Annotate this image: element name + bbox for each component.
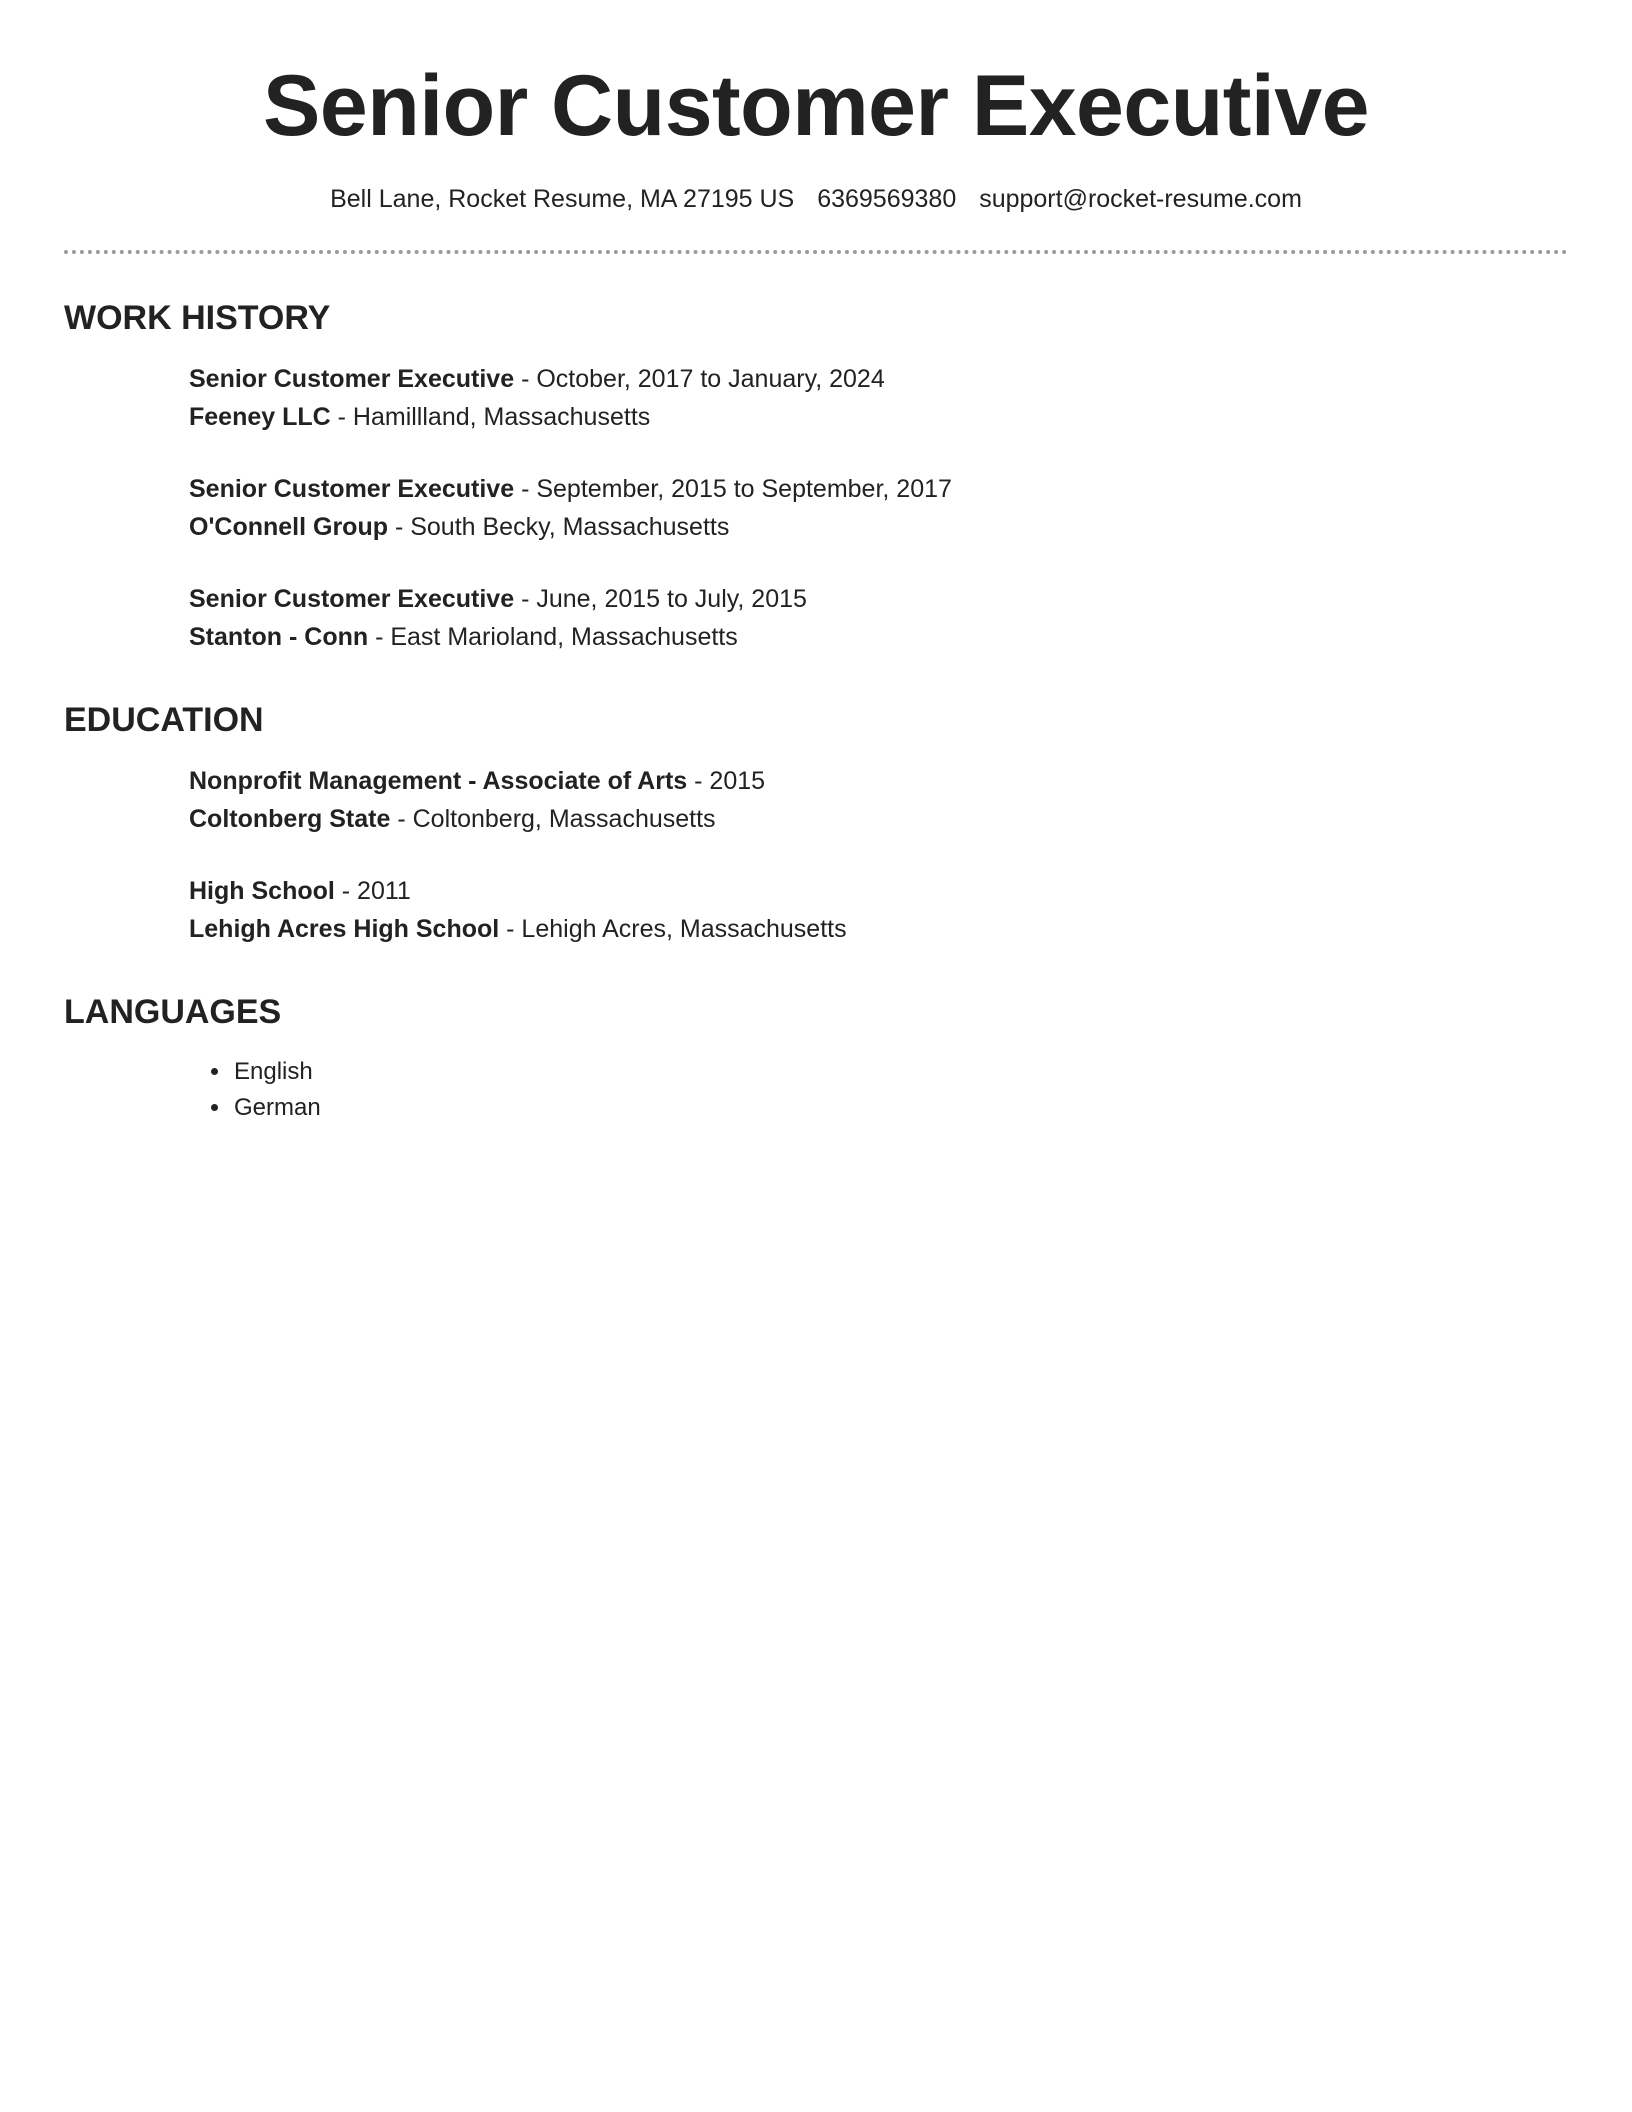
education-entry-school-line bbox=[189, 910, 1568, 948]
work-entry-dates: - September, 2015 to September, 2017 bbox=[514, 475, 952, 503]
languages-list bbox=[64, 1054, 1568, 1126]
resume-header bbox=[64, 0, 1568, 216]
education-list bbox=[64, 762, 1568, 948]
work-entry bbox=[189, 580, 1568, 656]
work-entry-role: Senior Customer Executive bbox=[189, 585, 515, 613]
work-history-section bbox=[64, 298, 1568, 656]
work-history-list bbox=[64, 360, 1568, 656]
work-entry-location: - East Marioland, Massachusetts bbox=[368, 623, 738, 651]
contact-email: support@rocket-resume.com bbox=[979, 185, 1302, 213]
languages-title: LANGUAGES bbox=[64, 993, 282, 1031]
work-entry-role-line bbox=[189, 580, 1568, 618]
education-title: EDUCATION bbox=[64, 701, 264, 739]
education-entry-degree-line bbox=[189, 762, 1568, 800]
languages-section bbox=[64, 992, 1568, 1126]
work-entry-company-line bbox=[189, 618, 1568, 656]
candidate-name: Senior Customer Executive bbox=[263, 58, 1369, 154]
work-entry-company: Feeney LLC bbox=[189, 403, 331, 431]
work-entry-role: Senior Customer Executive bbox=[189, 475, 515, 503]
work-entry bbox=[189, 360, 1568, 436]
contact-address: Bell Lane, Rocket Resume, MA 27195 US bbox=[330, 185, 795, 213]
education-entry-school: Coltonberg State bbox=[189, 805, 391, 833]
education-entry-year: - 2015 bbox=[687, 767, 766, 795]
work-entry-location: - Hamillland, Massachusetts bbox=[330, 403, 651, 431]
education-entry-year: - 2011 bbox=[334, 877, 411, 905]
education-entry-location: - Lehigh Acres, Massachusetts bbox=[499, 915, 847, 943]
work-entry-dates: - October, 2017 to January, 2024 bbox=[514, 365, 885, 393]
education-entry-school: Lehigh Acres High School bbox=[189, 915, 500, 943]
work-entry-dates: - June, 2015 to July, 2015 bbox=[514, 585, 807, 613]
work-entry-role: Senior Customer Executive bbox=[189, 365, 515, 393]
education-entry bbox=[189, 872, 1568, 948]
education-entry-location: - Coltonberg, Massachusetts bbox=[390, 805, 716, 833]
education-entry-school-line bbox=[189, 800, 1568, 838]
education-entry bbox=[189, 762, 1568, 838]
education-entry-degree: High School bbox=[189, 877, 335, 905]
header-divider bbox=[64, 250, 1568, 254]
work-entry-company-line bbox=[189, 508, 1568, 546]
work-entry-role-line bbox=[189, 470, 1568, 508]
contact-line bbox=[64, 182, 1568, 216]
language-item: • English bbox=[232, 1054, 1568, 1090]
work-entry-company: O'Connell Group bbox=[189, 513, 388, 541]
work-entry-company-line bbox=[189, 398, 1568, 436]
education-entry-degree: Nonprofit Management - Associate of Arts bbox=[189, 767, 688, 795]
education-section bbox=[64, 700, 1568, 948]
work-entry bbox=[189, 470, 1568, 546]
work-history-title: WORK HISTORY bbox=[64, 299, 331, 337]
contact-phone: 6369569380 bbox=[817, 185, 957, 213]
work-entry-location: - South Becky, Massachusetts bbox=[388, 513, 730, 541]
work-entry-company: Stanton - Conn bbox=[189, 623, 369, 651]
language-item: • German bbox=[232, 1090, 1568, 1126]
education-entry-degree-line bbox=[189, 872, 1568, 910]
work-entry-role-line bbox=[189, 360, 1568, 398]
